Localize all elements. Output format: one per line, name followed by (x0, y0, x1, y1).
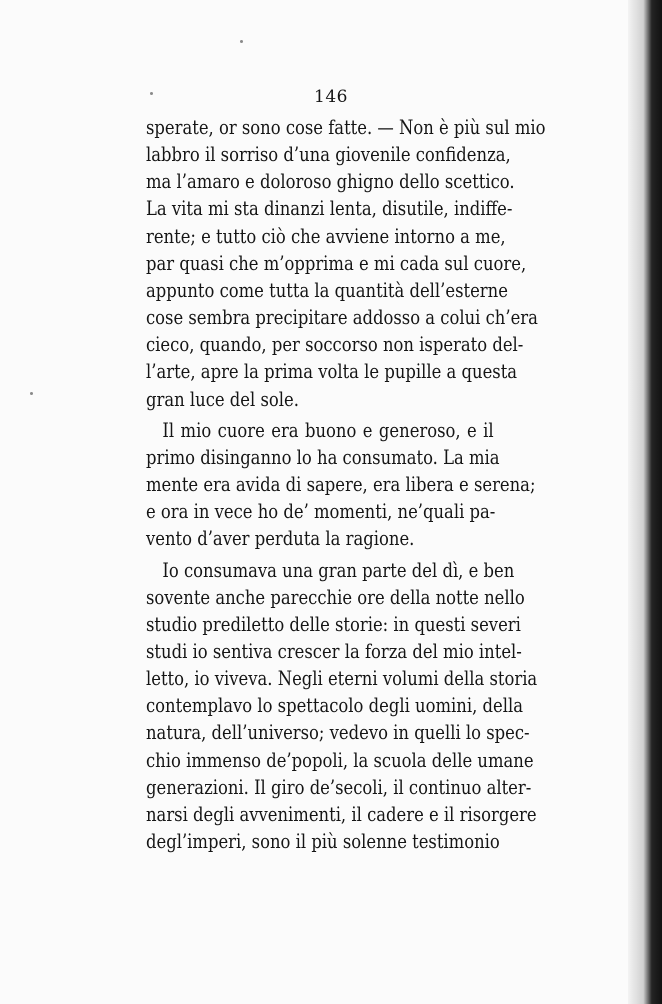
text-line: ma l’amaro e doloroso ghigno dello scettico. (146, 169, 515, 194)
text-line: cieco, quando, per soccorso non isperato del- (146, 332, 524, 357)
paper-speck (30, 392, 33, 395)
text-line: gran luce del sole. (146, 386, 299, 411)
text-line: Io consumava una gran parte del dì, e ben (162, 557, 515, 582)
text-line: Il mio cuore era buono e generoso, e il (162, 417, 494, 442)
page-edge-shadow (628, 0, 662, 1004)
text-line: appunto come tutta la quantità dell’esterne (146, 277, 508, 302)
text-line: studio prediletto delle storie: in questi severi (146, 611, 521, 636)
text-line: narsi degli avvenimenti, il cadere e il risorgere (146, 801, 537, 826)
text-line: l’arte, apre la prima volta le pupille a questa (146, 359, 518, 384)
paper-speck (240, 40, 243, 43)
text-line: mente era avida di sapere, era libera e serena; (146, 472, 536, 497)
page-number: 146 (314, 87, 348, 107)
text-line: cose sembra precipitare addosso a colui ch’era (146, 305, 538, 330)
text-line: rente; e tutto ciò che avviene intorno a me, (146, 223, 506, 248)
text-line: degl’imperi, sono il più solenne testimonio (146, 829, 500, 854)
text-line: par quasi che m’opprima e mi cada sul cuore, (146, 250, 527, 275)
text-line: sperate, or sono cose fatte. — Non è più sul mio (146, 115, 546, 139)
text-line: letto, io viveva. Negli eterni volumi della storia (146, 666, 538, 691)
text-line: e ora in vece ho de’ momenti, ne’quali pa- (146, 499, 496, 524)
text-line: sovente anche parecchie ore della notte nello (146, 584, 525, 609)
text-line: natura, dell’universo; vedevo in quelli lo spec- (146, 720, 530, 745)
text-line: primo disinganno lo ha consumato. La mia (146, 444, 500, 469)
paragraph (146, 557, 538, 856)
text-line: chio immenso de’popoli, la scuola delle umane (146, 747, 534, 772)
paragraph (146, 114, 546, 413)
body-text (146, 114, 546, 855)
text-line: studi io sentiva crescer la forza del mio intel- (146, 638, 522, 663)
text-line: contemplavo lo spettacolo degli uomini, della (146, 693, 523, 718)
text-line: La vita mi sta dinanzi lenta, disutile, indiffe- (146, 196, 513, 221)
text-line: generazioni. Il giro de’secoli, il continuo alter- (146, 774, 532, 799)
text-line: labbro il sorriso d’una giovenile confidenza, (146, 142, 511, 167)
paragraph (146, 417, 536, 553)
text-line: vento d’aver perduta la ragione. (146, 526, 415, 551)
